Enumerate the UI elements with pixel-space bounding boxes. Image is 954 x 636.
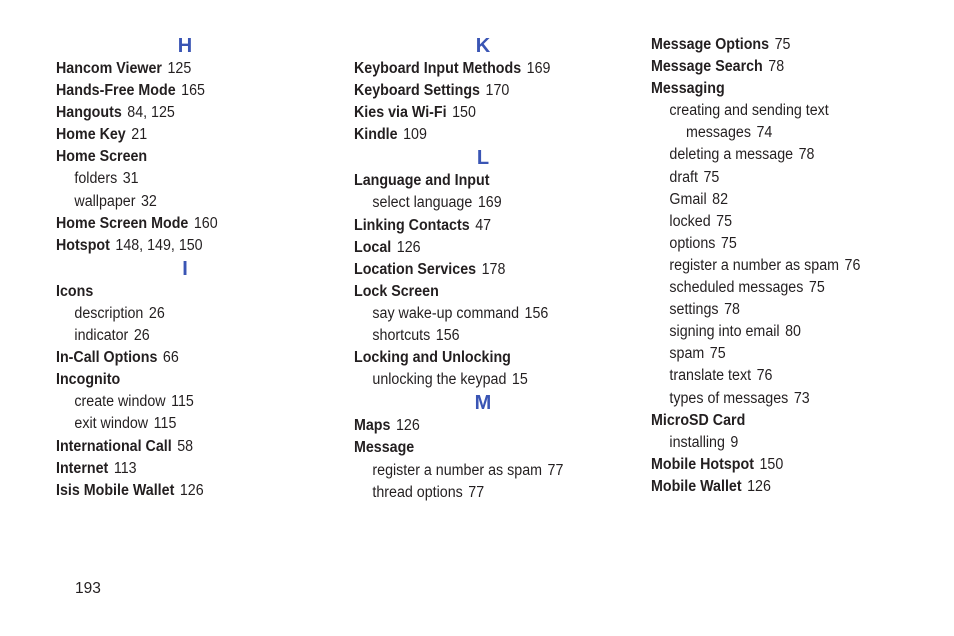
index-subentry (651, 299, 918, 321)
entry-term: messages (685, 124, 751, 142)
index-subentry (56, 413, 323, 435)
entry-pages[interactable]: 178 (481, 260, 506, 278)
index-subentry (651, 122, 918, 144)
entry-pages[interactable]: 75 (774, 36, 791, 53)
entry-pages[interactable]: 156 (524, 304, 549, 322)
entry-term: Gmail (669, 190, 707, 208)
index-entry (56, 458, 323, 480)
entry-term: Kindle (354, 126, 398, 144)
entry-pages[interactable]: 115 (153, 415, 177, 433)
entry-term: Incognito (56, 371, 121, 389)
index-letter-heading: H (177, 35, 193, 57)
entry-term: Mobile Wallet (651, 477, 742, 495)
entry-term: register a number as spam (372, 461, 543, 479)
entry-pages[interactable]: 115 (171, 393, 194, 411)
entry-pages[interactable]: 66 (162, 349, 179, 367)
entry-term: Message Search (651, 58, 763, 76)
index-subentry (651, 100, 918, 122)
index-entry (354, 80, 621, 102)
index-subentry (354, 460, 621, 482)
entry-term: MicroSD Card (651, 411, 746, 429)
index-subentry (651, 343, 918, 365)
entry-pages[interactable]: 78 (724, 301, 740, 319)
entry-term: Location Services (354, 260, 477, 278)
index-entry (354, 415, 621, 437)
index-entry (354, 281, 621, 303)
entry-pages[interactable]: 113 (113, 459, 137, 477)
entry-term: Language and Input (354, 172, 490, 190)
index-subentry (651, 167, 918, 189)
index-entry (56, 80, 323, 102)
entry-term: Icons (56, 282, 94, 300)
entry-pages[interactable]: 80 (785, 323, 801, 341)
entry-pages[interactable]: 169 (477, 194, 502, 212)
index-column-3 (651, 34, 941, 498)
entry-term: Lock Screen (354, 282, 439, 300)
index-subentry (651, 189, 918, 211)
index-subentry (56, 325, 323, 347)
index-entry (56, 436, 323, 458)
index-column-1 (56, 34, 346, 502)
entry-pages[interactable]: 126 (396, 238, 421, 256)
entry-pages[interactable]: 47 (475, 216, 492, 234)
index-subentry (651, 144, 918, 166)
index-subentry (56, 391, 323, 413)
index-entry (354, 237, 621, 259)
index-letter-heading: K (475, 35, 491, 57)
entry-pages[interactable]: 78 (798, 146, 815, 164)
entry-pages[interactable]: 76 (844, 256, 861, 274)
index-entry (651, 78, 918, 100)
entry-pages[interactable]: 169 (526, 60, 551, 77)
entry-term: Mobile Hotspot (651, 455, 754, 473)
index-entry (354, 124, 621, 146)
page-number: 193 (75, 580, 101, 597)
entry-term: Kies via Wi-Fi (354, 104, 447, 122)
entry-term: Message (354, 439, 415, 457)
entry-term: scheduled messages (669, 279, 804, 297)
index-subentry (56, 303, 323, 325)
entry-term: unlocking the keypad (372, 371, 507, 389)
entry-term: deleting a message (669, 146, 794, 164)
entry-pages[interactable]: 26 (148, 304, 165, 322)
entry-term: select language (372, 194, 473, 212)
index-subentry (354, 482, 621, 504)
index-entry (56, 213, 323, 235)
entry-pages[interactable]: 75 (808, 279, 825, 297)
entry-pages[interactable]: 126 (747, 477, 771, 495)
index-letter-heading: I (182, 257, 188, 280)
entry-pages[interactable]: 26 (133, 327, 150, 345)
index-entry (56, 58, 323, 80)
index-subentry (651, 255, 918, 277)
index-subentry (354, 325, 621, 347)
entry-term: Internet (56, 459, 109, 477)
index-entry (56, 480, 323, 502)
entry-pages[interactable]: 75 (720, 234, 737, 252)
entry-pages[interactable]: 126 (179, 481, 204, 499)
entry-term: Isis Mobile Wallet (56, 481, 175, 499)
entry-term: Locking and Unlocking (354, 349, 511, 367)
entry-term: creating and sending text (669, 102, 829, 120)
entry-term: Message Options (651, 36, 770, 53)
entry-term: Hands-Free Mode (56, 82, 176, 100)
entry-term: say wake-up command (372, 304, 520, 322)
index-column-2 (354, 34, 644, 504)
index-subentry (651, 277, 918, 299)
index-subentry (651, 365, 918, 387)
entry-pages[interactable]: 160 (193, 214, 218, 232)
entry-term: Maps (354, 417, 391, 435)
entry-pages[interactable]: 156 (435, 327, 460, 345)
entry-pages[interactable]: 150 (452, 104, 476, 122)
entry-term: Home Screen (56, 148, 148, 166)
entry-term: shortcuts (372, 327, 431, 345)
index-entry (354, 259, 621, 281)
entry-pages[interactable]: 148, 149, 150 (115, 236, 203, 254)
entry-pages[interactable]: 170 (485, 82, 510, 100)
entry-term: signing into email (669, 323, 780, 341)
entry-term: Hangouts (56, 104, 122, 122)
index-subentry (651, 321, 918, 343)
entry-term: Home Key (56, 126, 126, 144)
entry-term: spam (669, 345, 705, 363)
entry-term: Local (354, 238, 392, 256)
index-entry (354, 102, 621, 124)
index-subentry (651, 432, 918, 454)
index-entry (651, 34, 918, 56)
index-entry (354, 170, 621, 192)
entry-term: draft (669, 168, 698, 186)
entry-term: exit window (74, 415, 149, 433)
entry-term: International Call (56, 437, 172, 455)
index-subentry (56, 191, 323, 213)
entry-pages[interactable]: 73 (793, 389, 810, 407)
index-entry (56, 281, 323, 303)
index-entry (56, 124, 323, 146)
entry-term: Linking Contacts (354, 216, 470, 234)
index-letter-heading: L (476, 147, 490, 170)
index-entry (651, 476, 918, 498)
index-subentry (354, 192, 621, 214)
entry-pages[interactable]: 77 (547, 461, 564, 479)
index-entry (56, 235, 323, 257)
entry-pages[interactable]: 76 (756, 367, 773, 385)
entry-pages[interactable]: 77 (468, 483, 485, 501)
entry-pages[interactable]: 165 (181, 82, 205, 100)
entry-pages[interactable]: 82 (712, 190, 729, 208)
entry-term: translate text (669, 367, 752, 385)
index-entry (354, 58, 621, 80)
index-subentry (56, 168, 323, 190)
entry-pages[interactable]: 58 (177, 437, 194, 455)
index-subentry (651, 211, 918, 233)
entry-term: types of messages (669, 389, 789, 407)
entry-pages[interactable]: 78 (768, 58, 785, 76)
entry-term: create window (74, 393, 166, 411)
entry-term: Keyboard Settings (354, 82, 480, 100)
index-subentry (651, 233, 918, 255)
entry-pages[interactable]: 74 (756, 124, 773, 142)
entry-pages[interactable]: 31 (122, 170, 139, 188)
entry-term: Hotspot (56, 236, 110, 254)
index-entry (354, 437, 621, 459)
index-entry (651, 410, 918, 432)
index-subentry (354, 369, 621, 391)
entry-term: In-Call Options (56, 349, 158, 367)
entry-pages[interactable]: 75 (703, 168, 720, 186)
entry-term: indicator (74, 327, 129, 345)
entry-term: settings (669, 301, 719, 319)
entry-term: locked (669, 212, 711, 230)
index-entry (56, 369, 323, 391)
entry-pages[interactable]: 109 (403, 126, 427, 144)
entry-term: folders (74, 170, 118, 188)
index-entry (56, 102, 323, 124)
entry-pages[interactable]: 15 (511, 371, 528, 389)
entry-term: description (74, 304, 144, 322)
entry-pages[interactable]: 75 (709, 345, 726, 363)
entry-term: register a number as spam (669, 256, 840, 274)
entry-term: installing (669, 433, 725, 451)
entry-pages[interactable]: 125 (167, 60, 192, 77)
entry-pages[interactable]: 21 (131, 126, 148, 144)
index-letter-heading: M (474, 392, 492, 415)
entry-term: Keyboard Input Methods (354, 60, 522, 77)
index-entry (56, 347, 323, 369)
entry-pages[interactable]: 126 (395, 417, 420, 435)
index-subentry (651, 388, 918, 410)
entry-pages[interactable]: 150 (759, 455, 784, 473)
index-entry (354, 215, 621, 237)
index-entry (354, 347, 621, 369)
entry-term: thread options (372, 483, 463, 501)
index-entry (56, 146, 323, 168)
index-entry (651, 56, 918, 78)
index-entry (651, 454, 918, 476)
entry-term: Home Screen Mode (56, 214, 189, 232)
entry-pages[interactable]: 32 (140, 192, 157, 210)
entry-term: Messaging (651, 80, 725, 98)
entry-term: wallpaper (74, 192, 136, 210)
entry-pages[interactable]: 84, 125 (127, 104, 175, 122)
entry-term: options (669, 234, 716, 252)
entry-term: Hancom Viewer (56, 60, 162, 77)
entry-pages[interactable]: 75 (716, 212, 733, 230)
entry-pages[interactable]: 9 (730, 433, 739, 451)
index-subentry (354, 303, 621, 325)
